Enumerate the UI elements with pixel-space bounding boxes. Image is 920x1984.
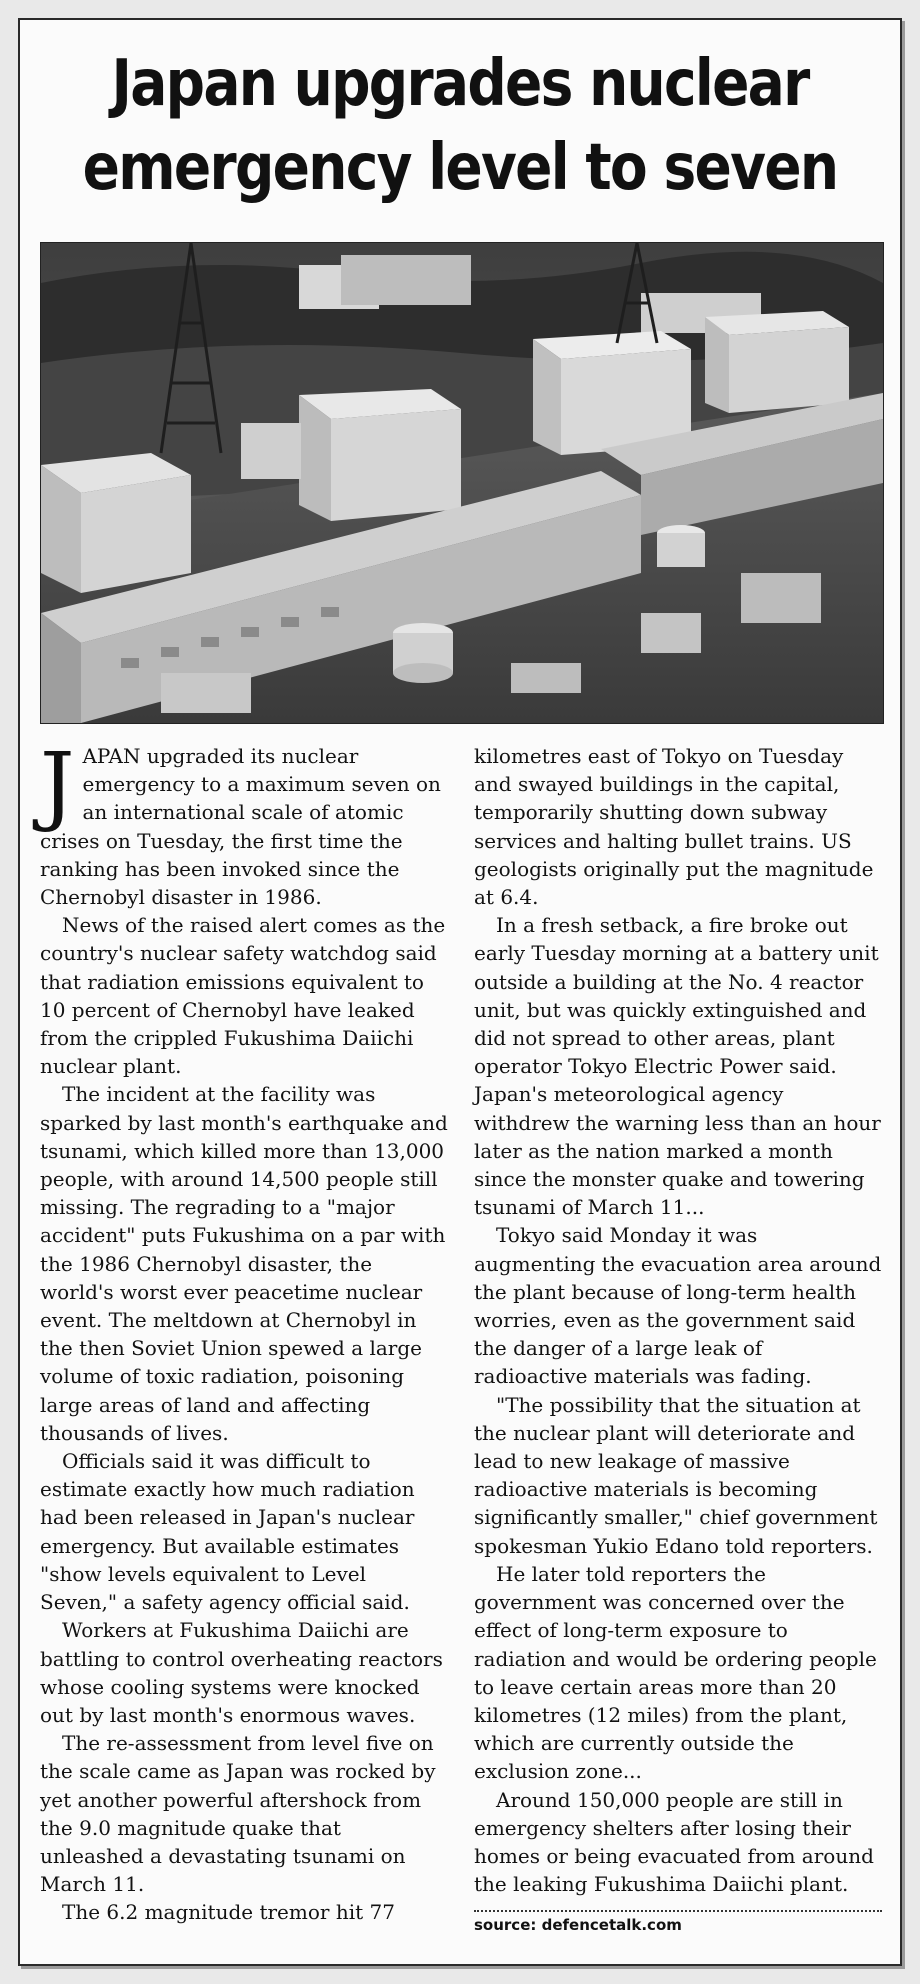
paragraph-2: News of the raised alert comes as the country's nuclear safety watchdog said that radiation emissions equivalent to 10 percent of Chernobyl have leaked from the crippled Fukushima Daiichi nuclear plant. xyxy=(40,913,446,1079)
paragraph-7-continued: kilometres east of Tokyo on Tuesday and swayed buildings in the capital, temporarily shutting down subway services and halting bullet trains. US geologists originally put the magnitude at 6.4. xyxy=(474,744,874,910)
paragraph-9: Tokyo said Monday it was augmenting the evacuation area around the plant because of long-term health worries, even as the government said the danger of a large leak of radioactive materials was fading. xyxy=(474,1223,882,1389)
paragraph-10: "The possibility that the situation at the nuclear plant will deteriorate and lead to new leakage of massive radioactive materials is becoming significantly smaller," chief government spokesman Yukio Edano told reporters. xyxy=(474,1392,878,1558)
dropcap: J xyxy=(40,735,75,835)
divider xyxy=(474,1910,882,1912)
source-credit: source: defencetalk.com xyxy=(474,1916,682,1935)
column-right xyxy=(474,742,882,1936)
paragraph-1: JAPAN upgraded its nuclear emergency to a maximum seven on an international scale of atomic crises on Tuesday, the first time the ranking has been invoked since the Chernobyl disaster in 1986. xyxy=(40,735,441,910)
paragraph-8: In a fresh setback, a fire broke out early Tuesday morning at a battery unit outside a building at the No. 4 reactor unit, but was quickly extinguished and did not spread to other areas, plant operator Tokyo Electric Power said. Japan's meteorological agency withdrew the warning less than an hour later as the nation marked a month since the monster quake and towering tsunami of March 11... xyxy=(474,913,881,1220)
paragraph-7-start: The 6.2 magnitude tremor hit 77 xyxy=(62,1900,395,1925)
paragraph-3: The incident at the facility was sparked by last month's earthquake and tsunami, which killed more than 13,000 people, with around 14,500 people still missing. The regrading to a "major accident" puts Fukushima on a par with the 1986 Chernobyl disaster, the world's worst ever peacetime nuclear event. The meltdown at Chernobyl in the then Soviet Union spewed a large volume of toxic radiation, poisoning large areas of land and affecting thousands of lives. xyxy=(40,1082,448,1445)
article-body xyxy=(40,735,882,1936)
paragraph-4: Officials said it was difficult to estimate exactly how much radiation had been released in Japan's nuclear emergency. But available estimates "show levels equivalent to Level Seven," a safety agency official said. xyxy=(40,1449,415,1615)
nuclear-plant-aerial-image xyxy=(41,243,883,723)
column-left xyxy=(40,735,448,1936)
paragraph-6: The re-assessment from level five on the scale came as Japan was rocked by yet another powerful aftershock from the 9.0 magnitude quake that unleashed a devastating tsunami on March 11. xyxy=(40,1731,436,1897)
paragraph-5: Workers at Fukushima Daiichi are battling to control overheating reactors whose cooling systems were knocked out by last month's enormous waves. xyxy=(40,1618,443,1727)
nuclear-plant-photo xyxy=(40,242,884,724)
paragraph-12: Around 150,000 people are still in emergency shelters after losing their homes or being evacuated from around the leaking Fukushima Daiichi plant. xyxy=(474,1787,874,1897)
news-clipping xyxy=(18,18,902,1966)
headline: Japan upgrades nuclear emergency level to seven xyxy=(82,47,838,205)
paragraph-11: He later told reporters the government was concerned over the effect of long-term exposure to radiation and would be ordering people to leave certain areas more than 20 kilometres (12 miles) from the plant, which are currently outside the exclusion zone... xyxy=(474,1561,877,1784)
